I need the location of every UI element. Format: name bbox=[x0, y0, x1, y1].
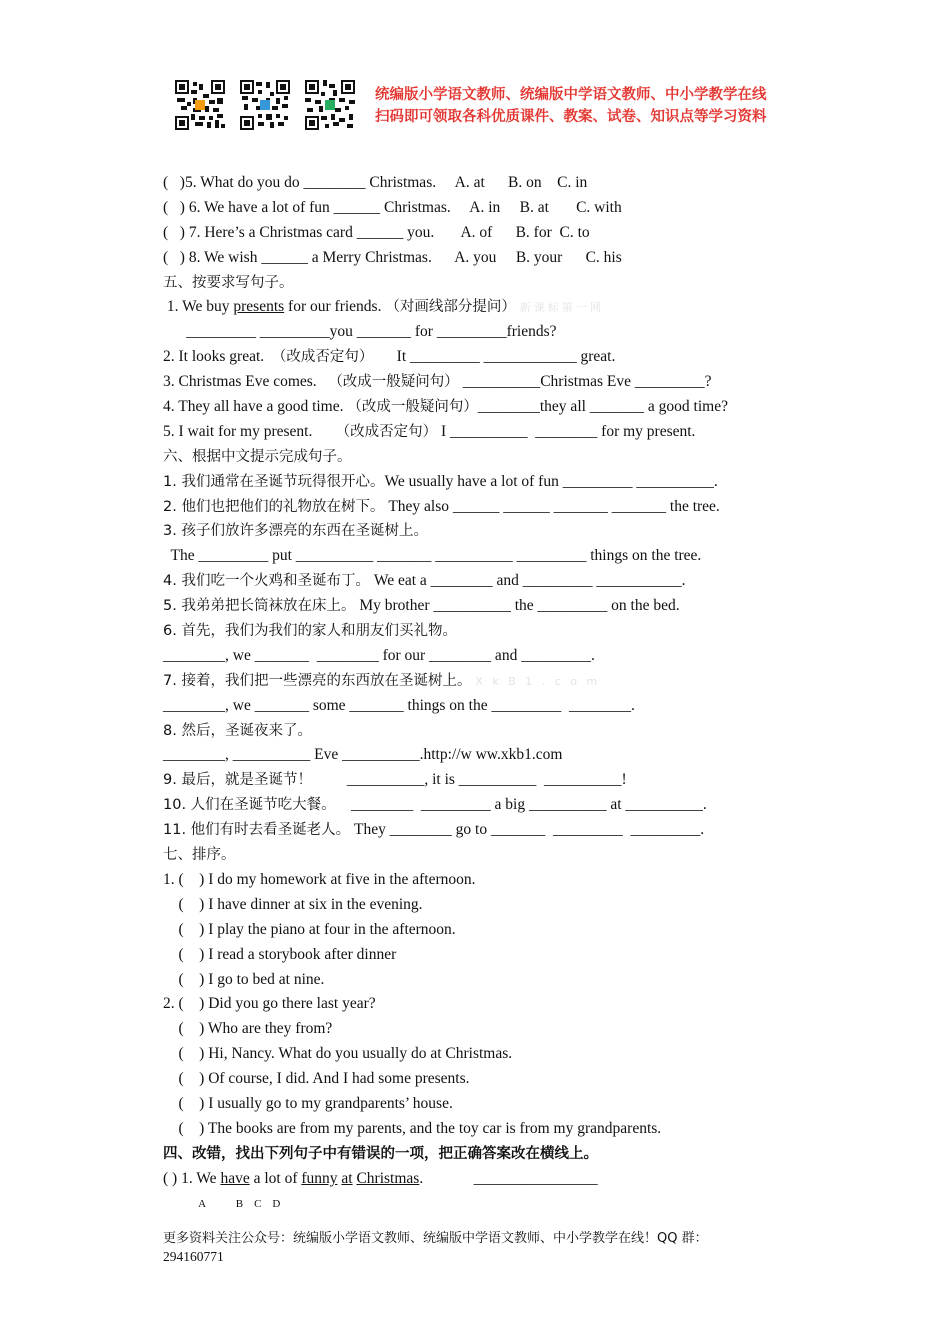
ordering-item: ( ) I go to bed at nine. bbox=[163, 970, 325, 988]
worksheet-body bbox=[163, 171, 803, 1216]
question-line: 1. We buy presents for our friends. （对画线部分提问） 新课标第一网 bbox=[163, 298, 604, 316]
question-line: 4. They all have a good time. （改成一般疑问句）________they all _______ a good time? bbox=[163, 398, 728, 416]
footer bbox=[163, 1230, 783, 1266]
ordering-item: ( ) I usually go to my grandparents’ house. bbox=[163, 1094, 453, 1112]
qr-code-icon bbox=[305, 80, 355, 130]
question-line: 11. 他们有时去看圣诞老人。 They ________ go to _______ _________ _________. bbox=[163, 821, 705, 839]
footer-line-1: 更多资料关注公众号：统编版小学语文教师、统编版中学语文教师、中小学教学在线！QQ 群： bbox=[163, 1231, 708, 1246]
question-line: 1. 我们通常在圣诞节玩得很开心。We usually have a lot of fun _________ __________. bbox=[163, 472, 718, 490]
option-letters: A B C D bbox=[163, 1197, 281, 1210]
footer-line-2: 294160771 bbox=[163, 1249, 224, 1264]
section-title: 四、改错，找出下列句子中有错误的一项，把正确答案改在横线上。 bbox=[163, 1145, 598, 1162]
qr-code-icon bbox=[175, 80, 225, 130]
ordering-item: ( ) The books are from my parents, and the toy car is from my grandparents. bbox=[163, 1119, 662, 1137]
section-title: 六、根据中文提示完成句子。 bbox=[163, 448, 352, 465]
answer-line: _________ _________you _______ for _________friends? bbox=[163, 323, 557, 341]
question-line: 6. 首先，我们为我们的家人和朋友们买礼物。 bbox=[163, 623, 457, 640]
ordering-item: ( ) Who are they from? bbox=[163, 1020, 333, 1038]
ordering-item: 2. ( ) Did you go there last year? bbox=[163, 995, 376, 1013]
question-line: 8. 然后，圣诞夜来了。 bbox=[163, 722, 312, 739]
choice-item: ( )5. What do you do ________ Christmas. A. at B. on C. in bbox=[163, 174, 588, 191]
answer-line: ________, we _______ ________ for our ________ and _________. bbox=[163, 646, 595, 664]
question-line: 2. 他们也把他们的礼物放在树下。 They also ______ ______ _______ _______ the tree. bbox=[163, 497, 720, 515]
question-line: 3. Christmas Eve comes. （改成一般疑问句） __________Christmas Eve _________? bbox=[163, 373, 712, 391]
ordering-item: ( ) I read a storybook after dinner bbox=[163, 945, 397, 963]
error-correction-item: ( ) 1. We have a lot of funny at Christmas. ________________ bbox=[163, 1169, 598, 1187]
choice-item: ( ) 7. Here’s a Christmas card ______ you. A. of B. for C. to bbox=[163, 223, 590, 241]
choice-item: ( ) 8. We wish ______ a Merry Christmas. A. you B. your C. his bbox=[163, 248, 622, 266]
watermark: X k B 1 . c o m bbox=[475, 674, 601, 688]
question-line: 9. 最后，就是圣诞节！ __________, it is __________ __________! bbox=[163, 771, 627, 789]
question-line: 4. 我们吃一个火鸡和圣诞布丁。 We eat a ________ and _________ ___________. bbox=[163, 572, 686, 590]
ordering-item: ( ) I have dinner at six in the evening. bbox=[163, 895, 423, 913]
question-line: 7. 接着，我们把一些漂亮的东西放在圣诞树上。 X k B 1 . c o m bbox=[163, 672, 601, 689]
section-title: 五、按要求写句子。 bbox=[163, 274, 294, 291]
question-line: 3. 孩子们放许多漂亮的东西在圣诞树上。 bbox=[163, 523, 428, 540]
banner-line-1: 统编版小学语文教师、统编版中学语文教师、中小学教学在线 bbox=[375, 87, 767, 103]
ordering-item: ( ) Hi, Nancy. What do you usually do at Christmas. bbox=[163, 1045, 513, 1063]
banner-line-2: 扫码即可领取各科优质课件、教案、试卷、知识点等学习资料 bbox=[375, 109, 767, 125]
answer-line: The _________ put __________ _______ __________ _________ things on the tree. bbox=[163, 547, 702, 565]
section-title: 七、排序。 bbox=[163, 847, 236, 864]
watermark: 新课标第一网 bbox=[519, 301, 604, 315]
choice-item: ( ) 6. We have a lot of fun ______ Christmas. A. in B. at C. with bbox=[163, 198, 622, 216]
answer-line: ________, __________ Eve __________.http://w ww.xkb1.com bbox=[163, 746, 563, 764]
ordering-item: 1. ( ) I do my homework at five in the afternoon. bbox=[163, 870, 476, 888]
qr-code-icon bbox=[240, 80, 290, 130]
promo-banner bbox=[375, 84, 795, 128]
question-line: 10. 人们在圣诞节吃大餐。 ________ _________ a big __________ at __________. bbox=[163, 796, 707, 814]
question-line: 5. I wait for my present. （改成否定句） I __________ ________ for my present. bbox=[163, 422, 696, 440]
question-line: 5. 我弟弟把长筒袜放在床上。 My brother __________ the _________ on the bed. bbox=[163, 597, 680, 615]
ordering-item: ( ) Of course, I did. And I had some presents. bbox=[163, 1070, 470, 1088]
question-line: 2. It looks great. （改成否定句） It _________ ____________ great. bbox=[163, 348, 616, 366]
answer-line: ________, we _______ some _______ things on the _________ ________. bbox=[163, 696, 635, 714]
ordering-item: ( ) I play the piano at four in the afternoon. bbox=[163, 920, 456, 938]
